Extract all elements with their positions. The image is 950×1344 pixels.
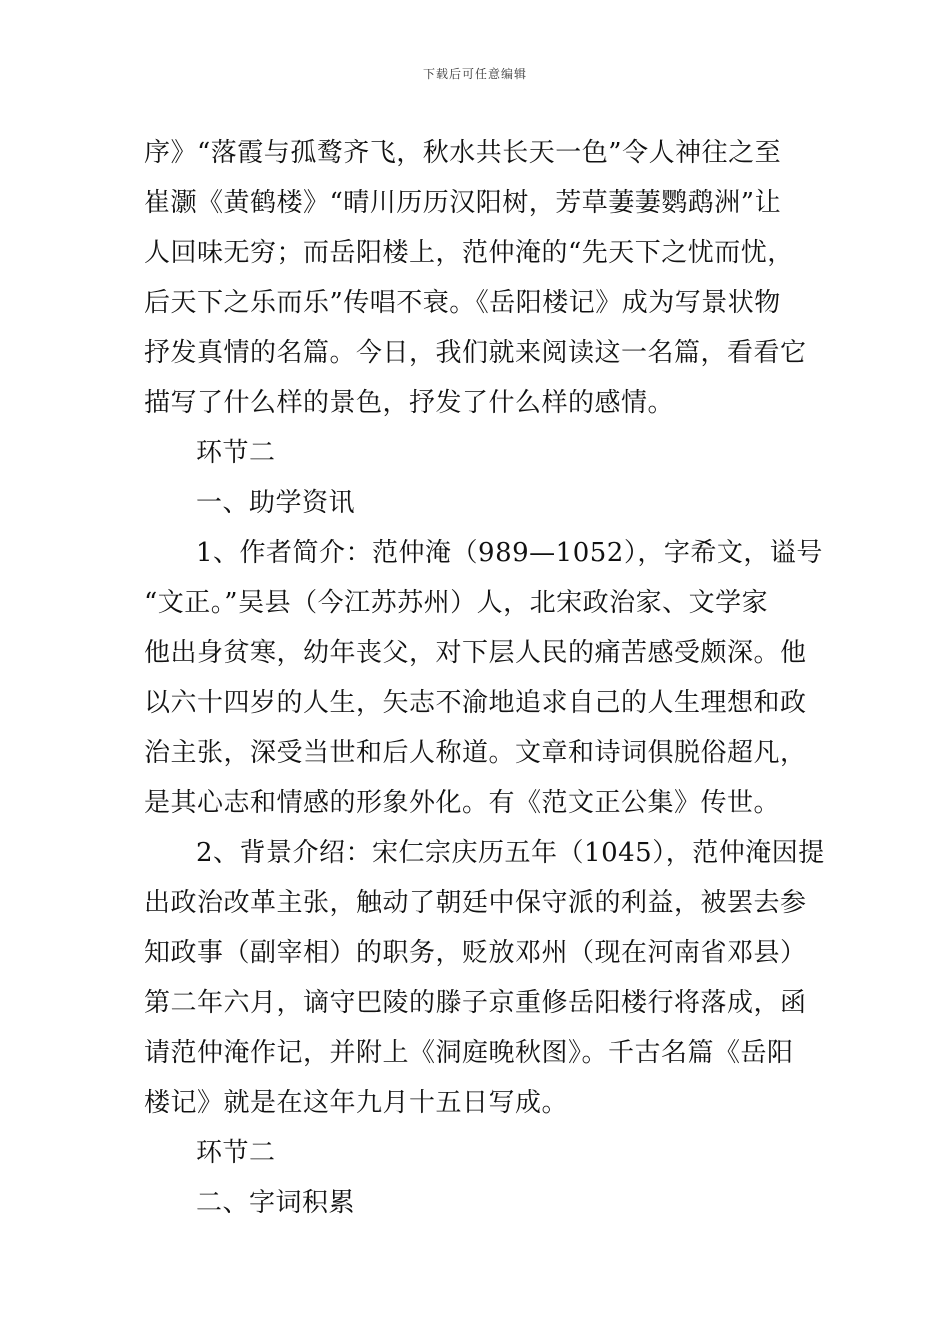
text-line: 人回味无穷；而岳阳楼上，范仲淹的“先天下之忧而忧， — [144, 238, 794, 268]
text-line: 他出身贫寒，幼年丧父，对下层人民的痛苦感受颇深。他 — [144, 638, 807, 668]
section-heading: 环节二 — [196, 1138, 276, 1168]
section-heading: 环节二 — [196, 438, 276, 468]
subsection-heading: 一、助学资讯 — [196, 488, 356, 518]
subsection-heading: 二、字词积累 — [196, 1188, 356, 1218]
text-line: 是其心志和情感的形象外化。有《范文正公集》传世。 — [144, 788, 781, 818]
text-line: 第二年六月，谪守巴陵的滕子京重修岳阳楼行将落成，函 — [144, 988, 807, 1018]
text-line: 以六十四岁的人生，矢志不渝地追求自己的人生理想和政 — [144, 688, 807, 718]
text-line: “文正。”吴县（今江苏苏州）人，北宋政治家、文学家 — [144, 588, 769, 618]
document-body — [144, 128, 825, 1228]
text-line: 1、作者简介：范仲淹（989—1052），字希文，谥号 — [196, 538, 823, 568]
text-line: 请范仲淹作记，并附上《洞庭晚秋图》。千古名篇《岳阳 — [144, 1038, 794, 1068]
text-line: 2、背景介绍：宋仁宗庆历五年（1045），范仲淹因提 — [196, 838, 825, 868]
text-line: 知政事（副宰相）的职务，贬放邓州（现在河南省邓县） — [144, 938, 807, 968]
text-line: 描写了什么样的景色，抒发了什么样的感情。 — [144, 388, 675, 418]
page-header-note: 下载后可任意编辑 — [422, 67, 527, 81]
text-line: 治主张，深受当世和后人称道。文章和诗词俱脱俗超凡， — [144, 738, 807, 768]
text-line: 后天下之乐而乐”传唱不衰。《岳阳楼记》成为写景状物 — [144, 288, 781, 318]
text-line: 楼记》就是在这年九月十五日写成。 — [144, 1088, 569, 1118]
text-line: 出政治改革主张，触动了朝廷中保守派的利益，被罢去参 — [144, 888, 807, 918]
text-line: 序》“落霞与孤鹜齐飞，秋水共长天一色”令人神往之至 — [144, 138, 782, 168]
text-line: 崔灏《黄鹤楼》“晴川历历汉阳树，芳草萋萋鹦鹉洲”让 — [144, 188, 782, 218]
text-line: 抒发真情的名篇。今日，我们就来阅读这一名篇，看看它 — [144, 338, 807, 368]
